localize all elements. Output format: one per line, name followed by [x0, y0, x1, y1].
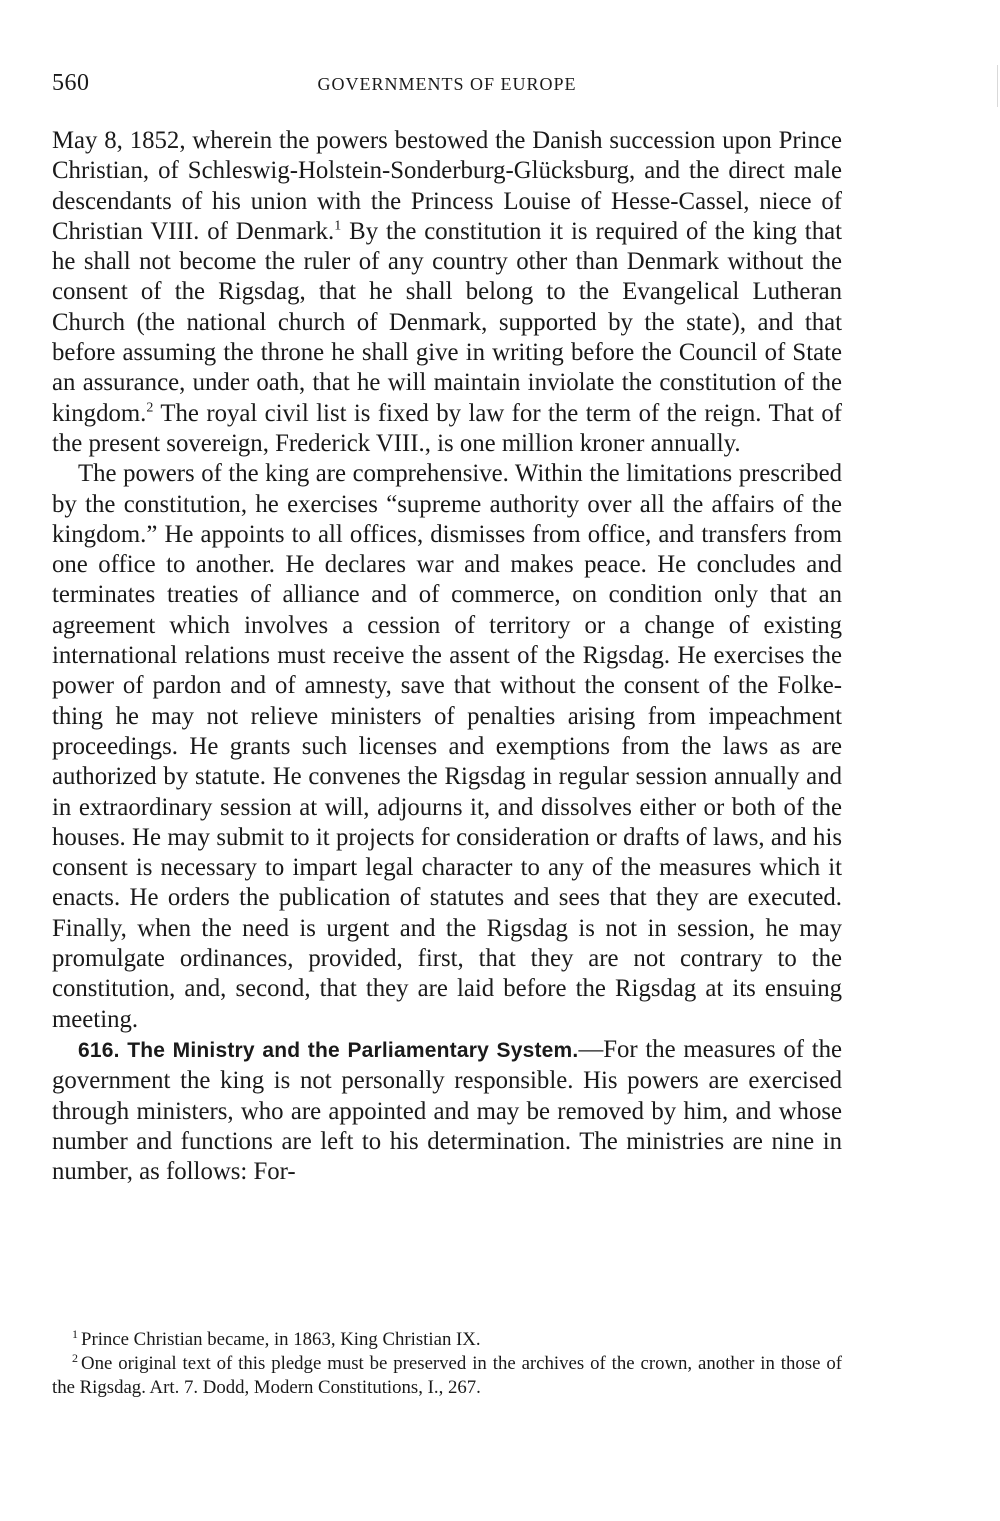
section-heading: 616. The Ministry and the Parliamentary System. — [78, 1038, 579, 1062]
paragraph-3 — [52, 1035, 842, 1187]
scan-edge-mark — [997, 65, 998, 107]
paragraph-3-text: —For the measures of the government the king is not personally responsible. His powers are exercised through ministers, who are appointed and may be removed by him, and whose number and functions are left to his determination. The ministries are nine in number, as follows: For- — [52, 1035, 842, 1186]
paragraph-1-text-c: The royal civil list is fixed by law for the term of the reign. That of the present sovereign, Frederick VIII., is one million kroner annually. — [52, 399, 842, 457]
body-text — [52, 126, 842, 1187]
footnote-1-text: Prince Christian became, in 1863, King Christian IX. — [81, 1329, 481, 1350]
footnote-2-mark: 2 — [72, 1350, 78, 1365]
page-number: 560 — [52, 70, 90, 96]
running-head — [52, 70, 842, 104]
paragraph-1-text-a: May 8, 1852, wherein the powers bestowed the Danish succession upon Prince Christian, of Schleswig-Holstein-Sonderburg-Glücksburg, and the direct male descendants of his union with the Princess Louise of Hesse-Cassel, niece of Christian VIII. of Denmark. — [52, 127, 842, 245]
running-title: GOVERNMENTS OF EUROPE — [317, 74, 577, 94]
footnote-1 — [52, 1328, 842, 1352]
footnote-2-text: One original text of this pledge must be preserved in the archives of the crown, another in those of the Rigsdag. Art. 7. Dodd, Modern Constitutions, I., 267. — [52, 1353, 842, 1398]
footnote-2 — [52, 1352, 842, 1400]
footnotes — [52, 1328, 842, 1400]
footnote-ref-1: 1 — [334, 218, 342, 234]
paragraph-1 — [52, 126, 842, 459]
paragraph-2: The powers of the king are comprehensive. Within the limitations prescribed by the constitution, he exercises “supreme authority over all the affairs of the kingdom.” He appoints to all offices, dismisses from office, and transfers from one office to another. He declares war and makes peace. He concludes and terminates treaties of alliance and of commerce, on condition only that an agreement which involves a cession of territory or a change of existing international relations must receive the assent of the Rigsdag. He exercises the power of pardon and of amnesty, save that without the consent of the Folkething he may not relieve ministers of penalties arising from impeachment proceedings. He grants such licenses and exemptions from the laws as are authorized by statute. He convenes the Rigsdag in regular session annually and in extraordinary session at will, adjourns it, and dissolves either or both of the houses. He may submit to it projects for consideration or drafts of laws, and his consent is necessary to impart legal character to any of the measures which it enacts. He orders the publication of statutes and sees that they are executed. Finally, when the need is urgent and the Rigsdag is not in session, he may promulgate ordinances, provided, first, that they are not contrary to the constitution, and, second, that they are laid before the Rigsdag at its ensuing meeting. — [52, 460, 842, 1033]
footnote-1-mark: 1 — [72, 1326, 78, 1341]
paragraph-1-text-b: By the constitution it is required of the king that he shall not become the ruler of any country other than Denmark without the consent of the Rigsdag, that he shall belong to the Evangelical Lutheran Church (the national church of Denmark, supported by the state), and that before assuming the throne he shall give in writing before the Council of State an assurance, under oath, that he will maintain inviolate the constitution of the kingdom. — [52, 217, 842, 427]
footnote-ref-2: 2 — [146, 400, 154, 416]
